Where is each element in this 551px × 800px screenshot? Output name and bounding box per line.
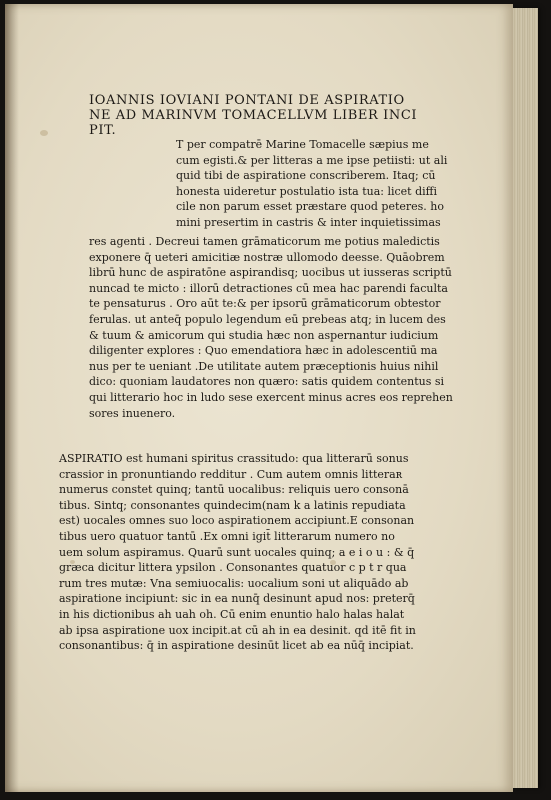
text-line: T per compatrē Marine Tomacelle sæpius me <box>176 138 429 151</box>
text-line: librū hunc de aspiratōne aspirandisq; uocibus ut iusseras scriptū <box>89 266 452 280</box>
text-line: te pensaturus . Oro aūt te:& per ipsorū grāmaticorum obtestor <box>89 297 441 311</box>
text-line: ferulas. ut anteq̄ populo legendum eū prebeas atq; in lucem des <box>89 312 446 326</box>
aspiratio-paragraph <box>59 451 416 654</box>
gutter-shadow <box>5 4 19 792</box>
text-line: consonantibus: q̄ in aspiratione desinūt licet ab ea nūq̄ incipiat. <box>59 639 414 653</box>
dedication-paragraph <box>89 234 453 421</box>
incipit-heading <box>89 93 417 138</box>
text-line: nuncad te micto : illorū detractiones cū mea hac parendi faculta <box>89 281 448 295</box>
text-line: nus per te ueniant .De utilitate autem præceptionis huius nihil <box>89 359 439 373</box>
text-line: mini presertim in castris & inter inquietissimas <box>176 215 441 229</box>
text-line: honesta uideretur postulatio ista tua: licet diffi <box>176 184 437 198</box>
text-line: crassior in pronuntiando redditur . Cum autem omnis litteraʀ <box>59 467 403 481</box>
intro-paragraph <box>176 137 447 231</box>
text-line: ab ipsa aspiratione uox incipit.at cū ah in ea desinit. qd itē fit in <box>59 623 416 637</box>
text-line: tibus uero quatuor tantū .Ex omni igit̄ litterarum numero no <box>59 529 395 543</box>
text-line: in his dictionibus ah uah oh. Cū enim enuntio halo halas halat <box>59 607 405 621</box>
text-line: & tuum & amicorum qui studia hæc non aspernantur iudicium <box>89 328 439 342</box>
text-line: græca dicitur littera ypsilon . Consonantes quatuor c p t r qua <box>59 561 407 575</box>
text-line: est) uocales omnes suo loco aspirationem accipiunt.E consonan <box>59 514 415 528</box>
text-line: quid tibi de aspiratione conscriberem. Itaq; cū <box>176 169 436 183</box>
text-line: exponere q̄ ueteri amicitiæ nostræ ullomodo deesse. Quāobrem <box>89 250 445 264</box>
text-line: qui litterario hoc in ludo sese exercent minus acres eos reprehen <box>89 390 453 404</box>
text-line: rum tres mutæ: Vna semiuocalis: uocalium soni ut aliquādo ab <box>59 576 409 590</box>
text-line: numerus constet quinq; tantū uocalibus: reliquis uero consonā <box>59 483 409 497</box>
heading-line: PIT. <box>89 123 117 138</box>
heading-line: NE AD MARINVM TOMACELLVM LIBER INCI <box>89 108 418 123</box>
heading-line: IOANNIS IOVIANI PONTANI DE ASPIRATIO <box>89 93 405 108</box>
text-line: dico: quoniam laudatores non quæro: satis quidem contentus si <box>89 375 445 389</box>
text-line: ASPIRATIO est humani spiritus crassitudo: qua litterarū sonus <box>59 452 409 465</box>
text-line: res agenti . Decreui tamen grāmaticorum me potius maledictis <box>89 235 440 248</box>
text-line: cile non parum esset præstare quod peteres. ho <box>176 200 444 214</box>
text-line: aspiratione incipiunt: sic in ea nunq̄ desinunt apud nos: preterq̄ <box>59 592 415 606</box>
text-line: cum egisti.& per litteras a me ipse petiisti: ut ali <box>176 153 448 167</box>
text-line: uem solum aspiramus. Quarū sunt uocales quinq; a e i o u : & q̄ <box>59 545 415 559</box>
text-line: diligenter explores : Quo emendatiora hæc in adolescentiū ma <box>89 344 438 358</box>
foxing-spot <box>40 130 48 136</box>
text-line: tibus. Sintq; consonantes quindecim(nam k a latinis repudiata <box>59 498 406 512</box>
drop-cap-space <box>89 137 167 231</box>
text-line: sores inuenero. <box>89 406 176 420</box>
